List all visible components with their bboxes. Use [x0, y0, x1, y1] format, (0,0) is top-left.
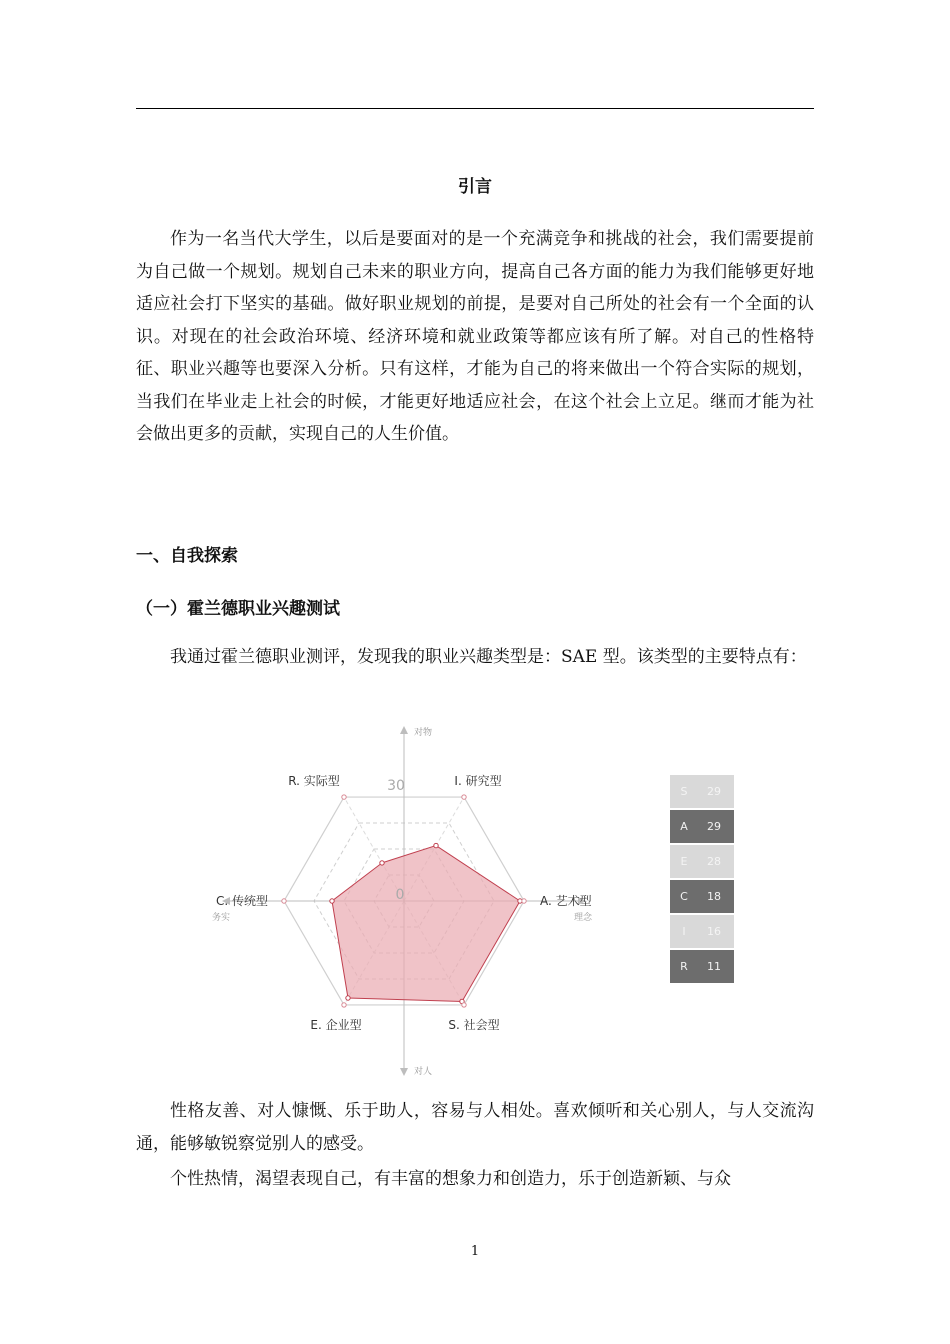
- scale-label-max: 30: [387, 778, 405, 794]
- arrow-down-icon: [400, 1068, 408, 1076]
- radar-axis-label-1: I. 研究型: [454, 774, 502, 789]
- intro-paragraph: 作为一名当代大学生，以后是要面对的是一个充满竞争和挑战的社会，我们需要提前为自己做一个规划。规划自己未来的职业方向，提高自己各方面的能力为我们能够更好地适应社会打下坚实的基础。做好职业规划的前提，是要对自己所处的社会有一个全面的认识。对现在的社会政治环境、经济环境和就业政策等都应该有所了解。对自己的性格特征、职业兴趣等也要深入分析。只有这样，才能为自己的将来做出一个符合实际的规划，当我们在毕业走上社会的时候，才能更好地适应社会，在这个社会上立足。继而才能为社会做出更多的贡献，实现自己的人生价值。: [136, 229, 814, 444]
- radar-chart: [200, 720, 620, 1080]
- radar-point-1: [434, 843, 438, 847]
- legend-score: 28: [707, 855, 721, 868]
- radar-point-0: [380, 861, 384, 865]
- holland-paragraph: 我通过霍兰德职业测评，发现我的职业兴趣类型是：SAE 型。该类型的主要特点有：: [170, 647, 807, 667]
- arrow-up-icon: [400, 726, 408, 734]
- legend-score: 18: [707, 890, 721, 903]
- legend-type: C: [680, 890, 688, 903]
- legend-row: [670, 810, 734, 843]
- radar-point-5: [330, 899, 334, 903]
- section-heading: 一、自我探索: [136, 546, 238, 566]
- radar-vertex-4: [342, 1003, 346, 1007]
- intro-title: 引言: [458, 177, 492, 197]
- legend-score: 29: [707, 820, 721, 833]
- trait-paragraph-1: 性格友善、对人慷慨、乐于助人，容易与人相处。喜欢倾听和关心别人，与人交流沟通，能够敏锐察觉别人的感受。: [136, 1101, 814, 1154]
- direction-label-left: 务实: [212, 913, 231, 923]
- legend-row: [670, 775, 734, 808]
- legend-row: [670, 880, 734, 913]
- legend-type: E: [680, 855, 688, 868]
- legend-type: A: [680, 820, 688, 833]
- direction-label-bottom: 对人: [414, 1067, 433, 1077]
- radar-vertex-5: [282, 899, 286, 903]
- radar-axis-label-0: R. 实际型: [288, 774, 340, 789]
- trait-paragraph-2: 个性热情，渴望表现自己，有丰富的想象力和创造力，乐于创造新颖、与众: [170, 1169, 731, 1189]
- radar-vertex-3: [462, 1003, 466, 1007]
- legend-type: R: [680, 960, 688, 973]
- legend-type: S: [680, 785, 688, 798]
- radar-vertex-0: [342, 795, 346, 799]
- direction-label-right: 理念: [574, 913, 593, 923]
- legend-score: 11: [707, 960, 721, 973]
- radar-axis-label-3: S. 社会型: [448, 1017, 500, 1032]
- radar-series-polygon: [332, 846, 520, 1002]
- direction-label-top: 对物: [414, 728, 433, 738]
- ranking-legend: [670, 775, 734, 985]
- legend-score: 29: [707, 785, 721, 798]
- legend-row: [670, 950, 734, 983]
- legend-row: [670, 915, 734, 948]
- radar-axis-label-2: A. 艺术型: [540, 894, 592, 908]
- page-number: 1: [470, 1244, 480, 1259]
- scale-label-min: 0: [395, 887, 405, 903]
- radar-axis-label-4: E. 企业型: [310, 1017, 362, 1032]
- radar-point-4: [346, 996, 350, 1000]
- legend-row: [670, 845, 734, 878]
- radar-vertex-1: [462, 795, 466, 799]
- subsection-heading: （一）霍兰德职业兴趣测试: [136, 599, 340, 619]
- header-rule: [136, 108, 814, 109]
- radar-vertex-2: [522, 899, 526, 903]
- radar-axis-label-5: C. 传统型: [215, 894, 268, 908]
- legend-score: 16: [707, 925, 721, 938]
- legend-type: I: [682, 925, 686, 938]
